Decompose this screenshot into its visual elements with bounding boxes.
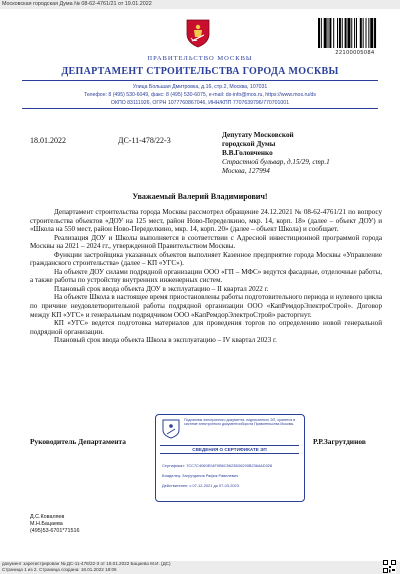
esig-header-text: Подлинник электронного документа, подписанного ЭП, хранится в системе электронного документооборота Правительства Москвы. (184, 418, 296, 427)
addressee-block (222, 131, 392, 176)
document-barcode (318, 18, 392, 48)
esig-certificate: Сертификат: 7CC7C4060E04F0B6C56235D6200B2364AD328 (162, 463, 273, 468)
addressee-city: Москва, 127994 (222, 167, 270, 175)
moscow-coat-of-arms-icon (185, 18, 211, 48)
government-title: ПРАВИТЕЛЬСТВО МОСКВЫ (147, 55, 253, 62)
body-paragraph: Реализация ДОУ и Школы выполняется в соответствии с Адресной инвестиционной программой города Москвы на 2021 – 2024 гг., утвержденной Правительством Москвы. (30, 233, 382, 251)
footer-line-1: документ зарегистрирован № ДС-11-478/22-3 от 18.01.2022 Бацаева М.И. (ДС) (2, 561, 171, 566)
body-paragraph: На объекте Школа в настоящее время приостановлены работы подготовительного периода и нулевого цикла по причине неудовлетворительной работы подрядной организации ООО «КапРемдорЭлектроСтрой». Договор между КП «УГС» и генеральным подрядчиком ООО «КапРемдорЭлектроСтрой» расторгнут. (30, 293, 382, 319)
addressee-street: Страстной бульвар, д.15/29, стр.1 (222, 158, 330, 166)
body-paragraph: Плановый срок ввода объекта ДОУ в эксплуатацию – II квартал 2022 г. (54, 284, 269, 293)
header-divider-bottom (22, 108, 378, 109)
header-divider-top (22, 80, 378, 81)
esig-title: СВЕДЕНИЯ О СЕРТИФИКАТЕ ЭП (160, 445, 299, 454)
signatory-position: Руководитель Департамента (30, 437, 126, 446)
addressee-line-2: городской Думы (222, 140, 276, 148)
qr-code-icon (383, 560, 396, 573)
address-line-1: Улица Большая Дмитровка, д.16, стр.2, Москва, 107031 (132, 84, 268, 90)
electronic-signature-stamp (155, 414, 305, 502)
signatory-name: Р.Р.Загрутдинов (313, 437, 366, 446)
registration-header-text: Московская городская Дума № 08-62-4761/21 от 19.01.2022 (2, 1, 152, 7)
outgoing-number: ДС-11-478/22-3 (118, 136, 171, 145)
footer-line-2: Страница 1 из 2. Страница создана: 18.01.2022 18:06 (2, 567, 117, 572)
body-paragraph: На объекте ДОУ силами подрядной организации ООО «ГП – МФС» ведутся фасадные, отделочные работы, а также работы по устройству внутренних инженерных систем. (30, 267, 382, 285)
department-title: ДЕПАРТАМЕНТ СТРОИТЕЛЬСТВА ГОРОДА МОСКВЫ (61, 66, 339, 77)
executor-block (30, 514, 79, 534)
address-line-2: Телефон: 8 (495) 530-6049, факс: 8 (495) 530-6075, e-mail: ds-info@mos.ru, https://www.mos.ru/ds (83, 92, 317, 98)
registration-footer (0, 561, 400, 574)
barcode-number: 22100005084 (335, 50, 375, 56)
body-paragraph: КП «УГС» ведется подготовка материалов для проведения торгов по определению новой генеральной подрядной организации. (30, 319, 382, 336)
executor-name-1: Д.С.Коваляев (30, 514, 65, 520)
esig-owner: Владелец: Загрутдинов Рафик Равилевич (162, 473, 239, 478)
executor-name-2: М.Н.Бацаева (30, 520, 63, 527)
letter-body (30, 208, 382, 345)
esig-validity: Действителен: с 07-12-2021 до 07-03-2023 (162, 483, 239, 488)
document-header-band (0, 0, 400, 9)
addressee-line-1: Депутату Московской (222, 131, 294, 139)
body-paragraph: Департамент строительства города Москвы рассмотрел обращение 24.12.2021 № 08-62-4761/21 по вопросу строительства объектов «ДОУ на 125 мест, район Ново-Переделкино, мкр. 14, корп. 18» (далее – объект ДОУ) и «Школа на 550 мест, район Ново-Переделкино, мкр. 14, корп. 20» (далее – объект Школа) и сообщает. (30, 208, 382, 234)
letter-date: 18.01.2022 (30, 136, 66, 145)
executor-phone: (495)53-6701*71516 (30, 527, 80, 534)
coat-of-arms-icon (162, 419, 180, 439)
addressee-name: В.В.Головченко (222, 149, 273, 157)
body-paragraph: Функции застройщика указанных объектов выполняет Казенное предприятие города Москвы «Управление гражданского строительства» (далее – КП «УГС»). (30, 250, 382, 268)
address-line-3: ОКПО 83111926, ОГРН 1077760867046, ИНН/КПП 7707639796/770701001 (110, 100, 290, 106)
greeting: Уважаемый Валерий Владимирович! (132, 192, 268, 201)
body-paragraph: Плановый срок ввода объекта Школа в эксплуатацию – IV квартал 2023 г. (54, 336, 277, 345)
